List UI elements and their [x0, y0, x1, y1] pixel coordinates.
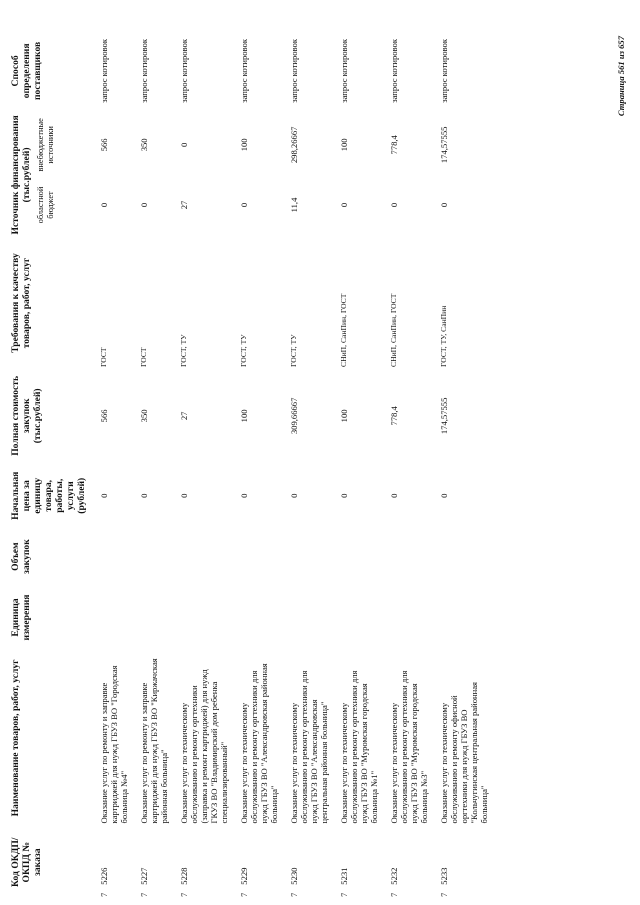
cell-unit — [433, 585, 493, 651]
header-volume: Объем закупок — [10, 539, 32, 574]
cell-extra: 298,26667 — [289, 126, 299, 164]
cell-requirements: ГОСТ, ТУ — [239, 334, 248, 367]
cell-unit — [383, 585, 433, 651]
cell-requirements: СНиП, СанПин, ГОСТ — [389, 293, 398, 367]
order-number: 5231 — [339, 867, 349, 885]
cell-name: Оказание услуг по техническому обслуживанию и ремонту оргтехники (заправка и ремонт картриджей) для нужд ГКУЗ ВО "Владимирский дом ребенка специализированный" — [179, 669, 229, 824]
cell-requirements: ГОСТ — [139, 347, 148, 367]
table-row — [333, 29, 383, 899]
cell-total: 566 — [99, 409, 109, 423]
cell-regional: 27 — [179, 200, 189, 210]
cell-name: Оказание услуг по техническому обслуживанию и ремонту оргтехники для нужд ГБУЗ ВО "Александровская районная больница" — [239, 663, 279, 824]
table-row — [173, 29, 233, 899]
procurement-table — [10, 29, 493, 899]
cell-code — [333, 825, 383, 899]
cell-unit — [133, 585, 173, 651]
cell-code — [283, 825, 333, 899]
table-body — [93, 29, 493, 899]
cell-price: 0 — [139, 493, 149, 498]
cell-volume — [383, 529, 433, 585]
cell-unit — [283, 585, 333, 651]
cell-regional: 0 — [439, 202, 449, 208]
okdp-code: 7 — [239, 892, 249, 897]
table-row — [283, 29, 333, 899]
cell-requirements: СНиП, СанПин, ГОСТ — [339, 293, 348, 367]
cell-regional: 11,4 — [289, 197, 299, 213]
header-method: Способ определения поставщиков — [10, 41, 43, 100]
header-price: Начальная цена за единицу товара, работы, услуги (рублей) — [10, 471, 87, 520]
cell-price: 0 — [239, 493, 249, 498]
page-footer: Страница 561 из 657 — [616, 36, 626, 117]
cell-price: 0 — [389, 493, 399, 498]
cell-volume — [133, 529, 173, 585]
cell-volume — [233, 529, 283, 585]
cell-price: 0 — [439, 493, 449, 498]
cell-source — [283, 113, 333, 237]
cell-source — [133, 113, 173, 237]
table-row — [383, 29, 433, 899]
cell-price: 0 — [339, 493, 349, 498]
cell-unit — [93, 585, 133, 651]
cell-requirements: ГОСТ, ТУ — [179, 334, 188, 367]
header-requirements: Требования к качеству товаров, работ, услуг — [10, 253, 32, 353]
cell-method: запрос котировок — [389, 38, 399, 103]
okdp-code: 7 — [99, 892, 109, 897]
cell-method: запрос котировок — [339, 38, 349, 103]
header-name: Наименование товаров, работ, услуг — [10, 659, 21, 817]
cell-total: 100 — [239, 409, 249, 423]
okdp-code: 7 — [439, 892, 449, 897]
cell-unit — [173, 585, 233, 651]
cell-name: Оказание услуг по техническому обслуживанию и ремонту оргтехники для нужд ГБУЗ ВО "Муромская городская больница №3" — [389, 670, 429, 824]
cell-method: запрос котировок — [99, 38, 109, 103]
header-row — [10, 29, 93, 899]
cell-name: Оказание услуг по ремонту и заправке картриджей для нужд ГБУЗ ВО "Киржачская районная больница" — [139, 658, 169, 824]
cell-name: Оказание услуг по техническому обслуживанию и ремонту оргтехники для нужд ГБУЗ ВО "Александровская центральная районная больница" — [289, 670, 329, 824]
cell-total: 778,4 — [389, 406, 399, 426]
order-number: 5230 — [289, 867, 299, 885]
order-number: 5232 — [389, 867, 399, 885]
cell-extra: 566 — [99, 138, 109, 152]
cell-method: запрос котировок — [239, 38, 249, 103]
okdp-code: 7 — [289, 892, 299, 897]
cell-price: 0 — [179, 493, 189, 498]
cell-price: 0 — [289, 493, 299, 498]
cell-method: запрос котировок — [439, 38, 449, 103]
cell-name: Оказание услуг по ремонту и заправке картриджей для нужд ГБУЗ ВО "Городская больница №4" — [99, 665, 129, 824]
cell-code — [133, 825, 173, 899]
cell-unit — [233, 585, 283, 651]
order-number: 5229 — [239, 867, 249, 885]
cell-method: запрос котировок — [289, 38, 299, 103]
okdp-code: 7 — [179, 892, 189, 897]
cell-total: 174,57555 — [439, 397, 449, 435]
cell-code — [383, 825, 433, 899]
cell-name: Оказание услуг по техническому обслуживанию и ремонту оргтехники для нужд ГБУЗ ВО "Муромская городская больница №1" — [339, 670, 379, 824]
cell-total: 350 — [139, 409, 149, 423]
header-source — [10, 113, 93, 237]
cell-code — [93, 825, 133, 899]
header-code: Код ОКДП/ ОКПД № заказа — [10, 837, 43, 887]
cell-method: запрос котировок — [139, 38, 149, 103]
okdp-code: 7 — [389, 892, 399, 897]
table-row — [93, 29, 133, 899]
okdp-code: 7 — [339, 892, 349, 897]
cell-volume — [173, 529, 233, 585]
cell-source — [173, 113, 233, 237]
cell-regional: 0 — [239, 202, 249, 208]
table-row — [433, 29, 493, 899]
cell-unit — [333, 585, 383, 651]
okdp-code: 7 — [139, 892, 149, 897]
cell-volume — [283, 529, 333, 585]
header-unit: Единица измерения — [10, 594, 32, 641]
header-source-title: Источник финансирования (тыс.рублей) — [10, 115, 32, 235]
cell-volume — [433, 529, 493, 585]
order-number: 5227 — [139, 867, 149, 885]
cell-source — [383, 113, 433, 237]
cell-source — [333, 113, 383, 237]
cell-requirements: ГОСТ, ТУ, СанПин — [439, 305, 448, 367]
cell-regional: 0 — [99, 202, 109, 208]
cell-extra: 100 — [339, 138, 349, 152]
cell-extra: 0 — [179, 142, 189, 147]
cell-total: 100 — [339, 409, 349, 423]
cell-total: 309,66667 — [289, 397, 299, 435]
table-row — [133, 29, 173, 899]
header-source-sub — [36, 115, 55, 235]
cell-volume — [333, 529, 383, 585]
cell-code — [173, 825, 233, 899]
cell-source — [433, 113, 493, 237]
cell-requirements: ГОСТ — [99, 347, 108, 367]
cell-method: запрос котировок — [179, 38, 189, 103]
cell-extra: 350 — [139, 138, 149, 152]
cell-code — [433, 825, 493, 899]
order-number: 5233 — [439, 867, 449, 885]
cell-regional: 0 — [389, 202, 399, 208]
cell-extra: 778,4 — [389, 135, 399, 155]
order-number: 5226 — [99, 867, 109, 885]
cell-source — [93, 113, 133, 237]
cell-name: Оказание услуг по техническому обслуживанию и ремонту офисной оргтехники для нужд ГБУЗ ВО "Кольчугинская центральная районная больница" — [439, 682, 489, 824]
header-source-extra: внебюджетные источники — [36, 118, 55, 172]
cell-requirements: ГОСТ, ТУ — [289, 334, 298, 367]
cell-regional: 0 — [339, 202, 349, 208]
cell-price: 0 — [99, 493, 109, 498]
cell-code — [233, 825, 283, 899]
cell-source — [233, 113, 283, 237]
header-source-regional: областной бюджет — [36, 186, 55, 224]
cell-regional: 0 — [139, 202, 149, 208]
cell-extra: 174,57555 — [439, 126, 449, 164]
cell-total: 27 — [179, 411, 189, 421]
header-total: Полная стоимость закупок (тыс.рублей) — [10, 375, 43, 456]
order-number: 5228 — [179, 867, 189, 885]
cell-volume — [93, 529, 133, 585]
cell-extra: 100 — [239, 138, 249, 152]
table-row — [233, 29, 283, 899]
